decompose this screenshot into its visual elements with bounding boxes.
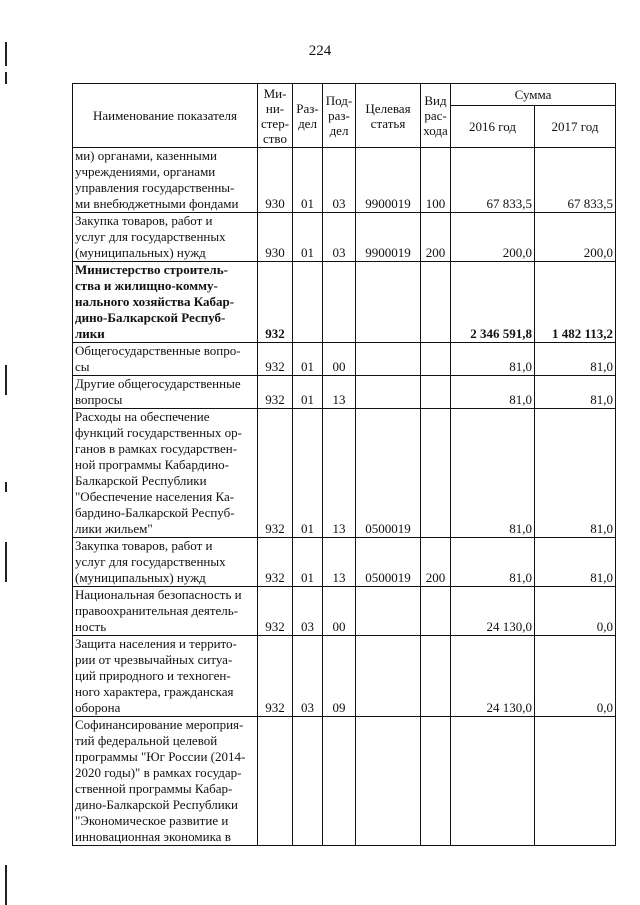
indicator-name-line: бардино-Балкарской Респуб- bbox=[75, 505, 235, 520]
indicator-name-cell bbox=[73, 376, 258, 409]
indicator-name-line: дино-Балкарской Республики bbox=[75, 797, 238, 812]
amount-2016-cell: 24 130,0 bbox=[451, 636, 535, 717]
table-row bbox=[73, 148, 616, 213]
amount-2017-cell: 81,0 bbox=[535, 343, 616, 376]
amount-2017-cell: 67 833,5 bbox=[535, 148, 616, 213]
ministry-cell: 932 bbox=[258, 538, 293, 587]
indicator-name-line: ной программы Кабардино- bbox=[75, 457, 230, 472]
scan-artifact-mark bbox=[5, 542, 7, 582]
target-cell: 0500019 bbox=[356, 409, 421, 538]
expense-type-cell bbox=[421, 717, 451, 846]
section-cell bbox=[293, 717, 323, 846]
header-target: Целевая статья bbox=[356, 84, 421, 148]
target-cell: 0500019 bbox=[356, 538, 421, 587]
amount-2017-cell: 81,0 bbox=[535, 538, 616, 587]
amount-2016-cell: 81,0 bbox=[451, 409, 535, 538]
table-row bbox=[73, 213, 616, 262]
section-cell: 01 bbox=[293, 343, 323, 376]
indicator-name-line: (муниципальных) нужд bbox=[75, 570, 206, 585]
ministry-cell: 932 bbox=[258, 587, 293, 636]
scan-artifact-mark bbox=[5, 365, 7, 395]
target-cell: 9900019 bbox=[356, 213, 421, 262]
expense-type-cell: 100 bbox=[421, 148, 451, 213]
indicator-name-line: Защита населения и террито- bbox=[75, 636, 237, 651]
scan-artifact-mark bbox=[5, 865, 7, 905]
header-ministry: Ми- ни- стер- ство bbox=[258, 84, 293, 148]
amount-2016-cell: 67 833,5 bbox=[451, 148, 535, 213]
ministry-cell: 932 bbox=[258, 262, 293, 343]
target-cell bbox=[356, 376, 421, 409]
expense-type-cell bbox=[421, 262, 451, 343]
table-row bbox=[73, 262, 616, 343]
amount-2016-cell: 24 130,0 bbox=[451, 587, 535, 636]
subsection-cell: 13 bbox=[323, 376, 356, 409]
amount-2017-cell: 0,0 bbox=[535, 636, 616, 717]
indicator-name-line: сы bbox=[75, 359, 90, 374]
table-row bbox=[73, 376, 616, 409]
amount-2017-cell: 200,0 bbox=[535, 213, 616, 262]
indicator-name-line: Национальная безопасность и bbox=[75, 587, 242, 602]
target-cell bbox=[356, 717, 421, 846]
section-cell: 01 bbox=[293, 409, 323, 538]
expense-type-cell: 200 bbox=[421, 538, 451, 587]
indicator-name-line: дино-Балкарской Респуб- bbox=[75, 310, 226, 325]
indicator-name-line: управления государственны- bbox=[75, 180, 235, 195]
indicator-name-line: "Экономическое развитие и bbox=[75, 813, 229, 828]
indicator-name-line: (муниципальных) нужд bbox=[75, 245, 206, 260]
amount-2017-cell: 81,0 bbox=[535, 376, 616, 409]
indicator-name-line: 2020 годы)" в рамках государ- bbox=[75, 765, 242, 780]
indicator-name-cell bbox=[73, 343, 258, 376]
amount-2016-cell: 81,0 bbox=[451, 538, 535, 587]
indicator-name-line: ного характера, гражданская bbox=[75, 684, 234, 699]
subsection-cell: 03 bbox=[323, 148, 356, 213]
expense-type-cell bbox=[421, 587, 451, 636]
indicator-name-line: лики bbox=[75, 326, 105, 341]
indicator-name-line: правоохранительная деятель- bbox=[75, 603, 239, 618]
indicator-name-line: ность bbox=[75, 619, 107, 634]
expense-type-cell: 200 bbox=[421, 213, 451, 262]
section-cell: 01 bbox=[293, 376, 323, 409]
indicator-name-cell bbox=[73, 717, 258, 846]
indicator-name-cell bbox=[73, 587, 258, 636]
header-section: Раз- дел bbox=[293, 84, 323, 148]
indicator-name-cell bbox=[73, 262, 258, 343]
indicator-name-cell bbox=[73, 213, 258, 262]
amount-2017-cell: 0,0 bbox=[535, 587, 616, 636]
indicator-name-line: ственной программы Кабар- bbox=[75, 781, 233, 796]
header-year-2017: 2017 год bbox=[535, 106, 616, 148]
amount-2017-cell bbox=[535, 717, 616, 846]
indicator-name-line: оборона bbox=[75, 700, 121, 715]
indicator-name-line: ганов в рамках государствен- bbox=[75, 441, 238, 456]
subsection-cell: 00 bbox=[323, 343, 356, 376]
section-cell: 03 bbox=[293, 587, 323, 636]
target-cell bbox=[356, 636, 421, 717]
amount-2016-cell: 81,0 bbox=[451, 376, 535, 409]
amount-2017-cell: 1 482 113,2 bbox=[535, 262, 616, 343]
indicator-name-line: ми) органами, казенными bbox=[75, 148, 217, 163]
amount-2016-cell bbox=[451, 717, 535, 846]
indicator-name-line: Софинансирование мероприя- bbox=[75, 717, 244, 732]
subsection-cell: 13 bbox=[323, 538, 356, 587]
section-cell: 01 bbox=[293, 213, 323, 262]
subsection-cell: 00 bbox=[323, 587, 356, 636]
indicator-name-line: Министерство строитель- bbox=[75, 262, 228, 277]
subsection-cell: 03 bbox=[323, 213, 356, 262]
expense-type-cell bbox=[421, 409, 451, 538]
ministry-cell: 932 bbox=[258, 409, 293, 538]
indicator-name-line: тий федеральной целевой bbox=[75, 733, 218, 748]
header-year-2016: 2016 год bbox=[451, 106, 535, 148]
section-cell bbox=[293, 262, 323, 343]
indicator-name-line: услуг для государственных bbox=[75, 229, 226, 244]
section-cell: 01 bbox=[293, 538, 323, 587]
indicator-name-cell bbox=[73, 148, 258, 213]
scan-artifact-mark bbox=[5, 482, 7, 492]
indicator-name-line: Общегосударственные вопро- bbox=[75, 343, 241, 358]
expense-type-cell bbox=[421, 636, 451, 717]
indicator-name-line: услуг для государственных bbox=[75, 554, 226, 569]
table-row bbox=[73, 538, 616, 587]
indicator-name-line: вопросы bbox=[75, 392, 123, 407]
indicator-name-cell bbox=[73, 636, 258, 717]
target-cell bbox=[356, 343, 421, 376]
indicator-name-cell bbox=[73, 538, 258, 587]
ministry-cell: 930 bbox=[258, 148, 293, 213]
subsection-cell: 13 bbox=[323, 409, 356, 538]
table-row bbox=[73, 636, 616, 717]
amount-2016-cell: 81,0 bbox=[451, 343, 535, 376]
table-row bbox=[73, 409, 616, 538]
indicator-name-line: нального хозяйства Кабар- bbox=[75, 294, 235, 309]
target-cell bbox=[356, 262, 421, 343]
indicator-name-line: учреждениями, органами bbox=[75, 164, 216, 179]
indicator-name-line: инновационная экономика в bbox=[75, 829, 231, 844]
subsection-cell bbox=[323, 717, 356, 846]
indicator-name-line: ций природного и техноген- bbox=[75, 668, 231, 683]
indicator-name-line: лики жильем" bbox=[75, 521, 153, 536]
budget-table bbox=[72, 83, 616, 846]
indicator-name-line: функций государственных ор- bbox=[75, 425, 243, 440]
table-row bbox=[73, 343, 616, 376]
amount-2016-cell: 200,0 bbox=[451, 213, 535, 262]
indicator-name-cell bbox=[73, 409, 258, 538]
ministry-cell: 932 bbox=[258, 636, 293, 717]
subsection-cell bbox=[323, 262, 356, 343]
section-cell: 01 bbox=[293, 148, 323, 213]
indicator-name-line: "Обеспечение населения Ка- bbox=[75, 489, 235, 504]
expense-type-cell bbox=[421, 343, 451, 376]
indicator-name-line: Закупка товаров, работ и bbox=[75, 538, 213, 553]
indicator-name-line: рии от чрезвычайных ситуа- bbox=[75, 652, 233, 667]
subsection-cell: 09 bbox=[323, 636, 356, 717]
indicator-name-line: ства и жилищно-комму- bbox=[75, 278, 218, 293]
header-expense-type: Вид рас- хода bbox=[421, 84, 451, 148]
indicator-name-line: Закупка товаров, работ и bbox=[75, 213, 213, 228]
header-subsection: Под- раз- дел bbox=[323, 84, 356, 148]
ministry-cell: 932 bbox=[258, 343, 293, 376]
expense-type-cell bbox=[421, 376, 451, 409]
header-name: Наименование показателя bbox=[73, 84, 258, 148]
ministry-cell: 932 bbox=[258, 376, 293, 409]
indicator-name-line: Другие общегосударственные bbox=[75, 376, 241, 391]
table-row bbox=[73, 587, 616, 636]
table-row bbox=[73, 717, 616, 846]
ministry-cell: 930 bbox=[258, 213, 293, 262]
indicator-name-line: программы "Юг России (2014- bbox=[75, 749, 246, 764]
scan-artifact-mark bbox=[5, 72, 7, 84]
target-cell: 9900019 bbox=[356, 148, 421, 213]
amount-2017-cell: 81,0 bbox=[535, 409, 616, 538]
indicator-name-line: Балкарской Республики bbox=[75, 473, 207, 488]
indicator-name-line: Расходы на обеспечение bbox=[75, 409, 210, 424]
ministry-cell bbox=[258, 717, 293, 846]
amount-2016-cell: 2 346 591,8 bbox=[451, 262, 535, 343]
section-cell: 03 bbox=[293, 636, 323, 717]
page-number: 224 bbox=[308, 43, 332, 59]
indicator-name-line: ми внебюджетными фондами bbox=[75, 196, 239, 211]
header-sum: Сумма bbox=[451, 84, 616, 106]
target-cell bbox=[356, 587, 421, 636]
